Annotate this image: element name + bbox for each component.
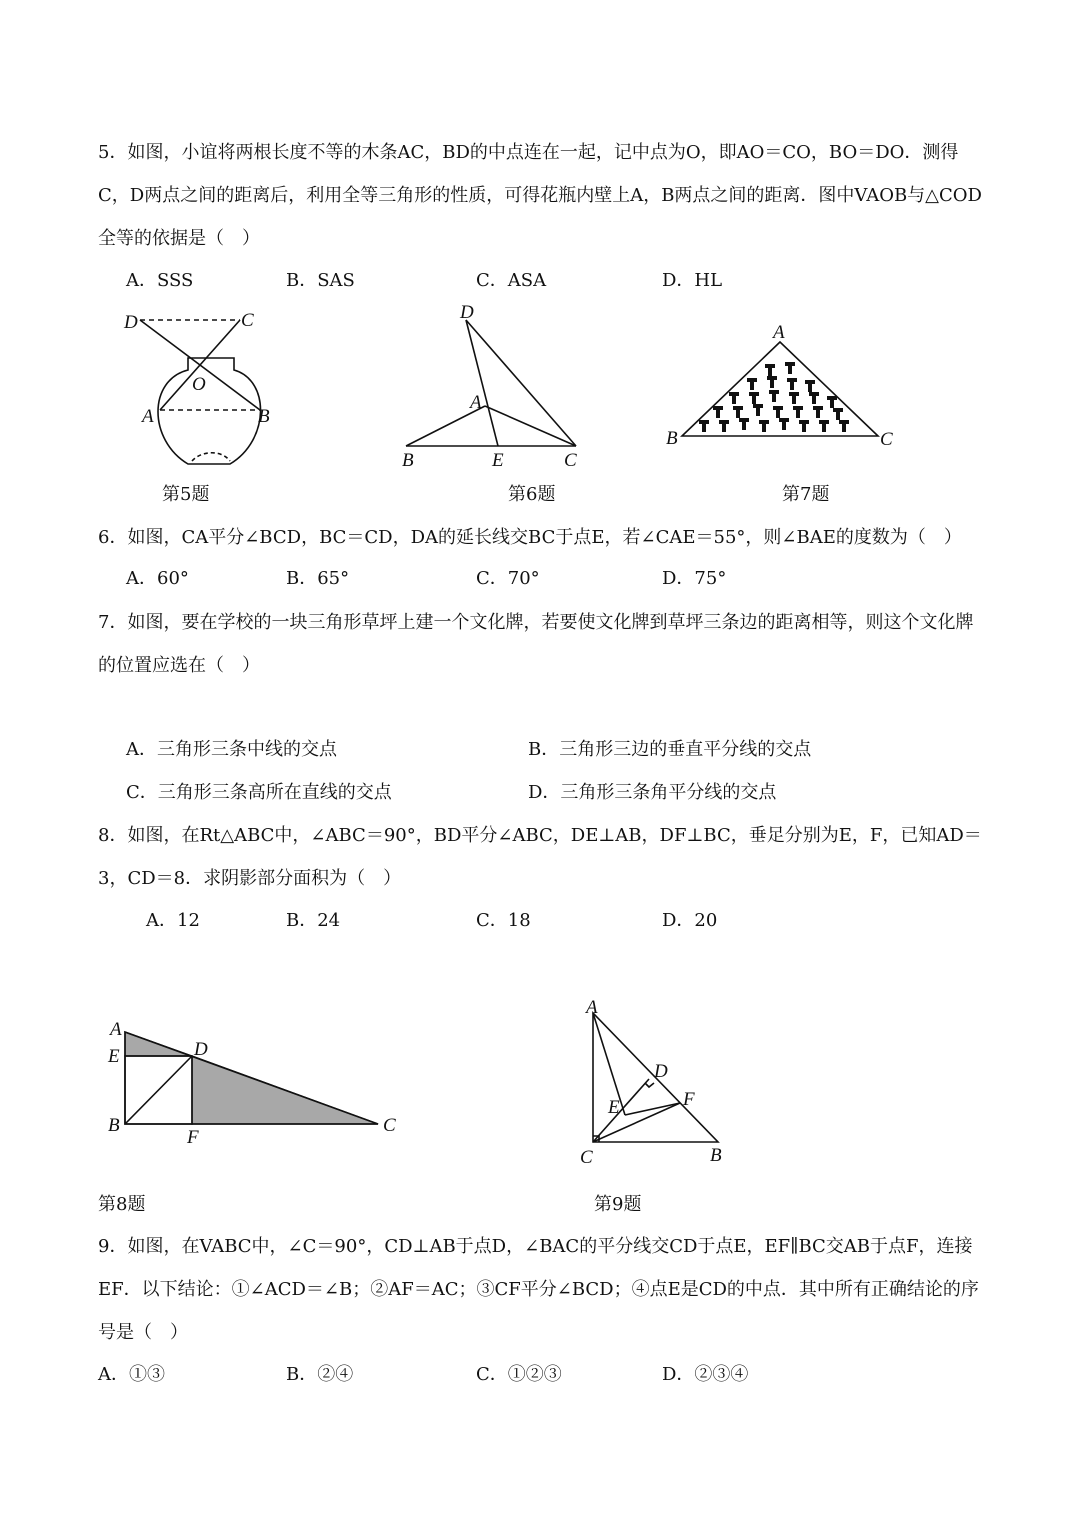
grass-tuft xyxy=(747,378,757,390)
question-8-stem: 8．如图，在Rt△ABC中，∠ABC＝90°，BD平分∠ABC，DE⊥AB，DF⊥BC，垂足分别为E，F，已知AD＝3，CD＝8．求阴影部分面积为（ ） xyxy=(98,825,982,889)
fig7-label-b: B xyxy=(666,428,678,449)
grass-tuft xyxy=(729,392,739,404)
q8-option-a: A．12 xyxy=(146,910,200,931)
segment-cd xyxy=(593,1079,649,1142)
fig8-label-f: F xyxy=(187,1127,199,1148)
fig5-label-b: B xyxy=(258,406,270,427)
grass-tuft xyxy=(805,380,815,392)
grass-tuft xyxy=(785,362,795,374)
grass-tuft xyxy=(773,406,783,418)
right-angle-mark-d xyxy=(645,1083,654,1087)
fig8-label-e: E xyxy=(108,1046,120,1067)
q6-option-a: A．60° xyxy=(126,568,189,589)
q5-option-a: A．SSS xyxy=(126,270,194,291)
grass-tuft xyxy=(753,404,763,416)
figure-7-lawn-triangle-diagram xyxy=(660,318,900,453)
fig5-label-a: A xyxy=(142,406,154,427)
grass-tuft xyxy=(713,406,723,418)
vase-outline xyxy=(158,358,261,464)
grass-tuft xyxy=(767,376,777,388)
grass-tuft xyxy=(699,420,709,432)
segment-ac xyxy=(485,406,576,446)
figure-6-triangle-diagram xyxy=(390,298,600,473)
grass-tuft xyxy=(827,396,837,408)
grass-tuft xyxy=(839,420,849,432)
q6-option-d: D．75° xyxy=(662,568,727,589)
grass-tuft xyxy=(813,406,823,418)
fig9-label-d: D xyxy=(654,1061,668,1082)
fig5-label-c: C xyxy=(241,310,254,331)
q9-option-c: C．①②③ xyxy=(476,1364,562,1385)
question-9-stem: 9．如图，在VABC中，∠C＝90°，CD⊥AB于点D，∠BAC的平分线交CD于点E，EF∥BC交AB于点F，连接EF．以下结论：①∠ACD＝∠B；②AF＝AC；③CF平分∠BCD；④点E是CD的中点．其中所有正确结论的序号是（ ） xyxy=(98,1236,979,1343)
figure-9-triangle-diagram xyxy=(570,995,740,1170)
grass-tuft xyxy=(789,392,799,404)
caption-figure-8: 第8题 xyxy=(98,1194,146,1215)
q6-option-b: B．65° xyxy=(286,568,350,589)
q8-option-b: B．24 xyxy=(286,910,341,931)
fig6-label-a: A xyxy=(470,392,482,413)
q6-option-c: C．70° xyxy=(476,568,540,589)
caption-figure-6: 第6题 xyxy=(508,484,556,505)
q9-option-b: B．②④ xyxy=(286,1364,354,1385)
figure-8-right-triangle-diagram xyxy=(100,1015,410,1155)
grass-tuft xyxy=(819,420,829,432)
segment-ca xyxy=(160,320,240,410)
fig6-label-d: D xyxy=(460,302,474,323)
fig8-label-a: A xyxy=(110,1019,122,1040)
q8-option-d: D．20 xyxy=(662,910,718,931)
grass-tuft xyxy=(765,364,775,376)
fig8-label-b: B xyxy=(108,1115,120,1136)
q5-option-b: B．SAS xyxy=(286,270,355,291)
q5-option-c: C．ASA xyxy=(476,270,547,291)
grass-tuft xyxy=(779,418,789,430)
grass-tuft xyxy=(799,420,809,432)
question-6-stem: 6．如图，CA平分∠BCD，BC＝CD，DA的延长线交BC于点E，若∠CAE＝55°，则∠BAE的度数为（ ） xyxy=(98,527,962,548)
q7-option-b: B．三角形三边的垂直平分线的交点 xyxy=(528,739,812,760)
fig5-label-d: D xyxy=(124,312,138,333)
fig9-label-e: E xyxy=(608,1097,620,1118)
q8-option-c: C．18 xyxy=(476,910,531,931)
figure-5-vase-diagram xyxy=(110,300,300,475)
q7-option-a: A．三角形三条中线的交点 xyxy=(126,739,337,760)
fig9-label-c: C xyxy=(580,1147,593,1168)
grass-tuft xyxy=(759,420,769,432)
fig5-label-o: O xyxy=(192,374,206,395)
question-5-stem: 5．如图，小谊将两根长度不等的木条AC，BD的中点连在一起，记中点为O，即AO＝CO，BO＝DO．测得C，D两点之间的距离后，利用全等三角形的性质，可得花瓶内壁上A，B两点之间的距离．图中VAOB与△COD全等的依据是（ ） xyxy=(98,142,982,249)
fig8-label-c: C xyxy=(383,1115,396,1136)
fig6-label-c: C xyxy=(564,450,577,471)
grass-tuft xyxy=(793,406,803,418)
grass-tuft xyxy=(739,418,749,430)
segment-cf xyxy=(593,1103,680,1142)
fig9-label-b: B xyxy=(710,1145,722,1166)
fig7-label-a: A xyxy=(773,322,785,343)
grass-tuft xyxy=(833,408,843,420)
caption-figure-5: 第5题 xyxy=(162,484,210,505)
caption-figure-9: 第9题 xyxy=(594,1194,642,1215)
fig6-label-e: E xyxy=(492,450,504,471)
fig7-label-c: C xyxy=(880,429,893,450)
grass-pattern xyxy=(699,362,849,432)
question-7-stem: 7．如图，要在学校的一块三角形草坪上建一个文化牌，若要使文化牌到草坪三条边的距离相等，则这个文化牌的位置应选在（ ） xyxy=(98,612,974,676)
grass-tuft xyxy=(719,420,729,432)
caption-figure-7: 第7题 xyxy=(782,484,830,505)
fig9-label-a: A xyxy=(586,997,598,1018)
grass-tuft xyxy=(749,392,759,404)
fig8-label-d: D xyxy=(194,1039,208,1060)
q7-option-c: C．三角形三条高所在直线的交点 xyxy=(126,782,392,803)
fig6-label-b: B xyxy=(402,450,414,471)
q5-option-d: D．HL xyxy=(662,270,723,291)
grass-tuft xyxy=(787,378,797,390)
grass-tuft xyxy=(769,390,779,402)
q9-option-d: D．②③④ xyxy=(662,1364,749,1385)
segment-bd xyxy=(125,1056,192,1124)
q7-option-d: D．三角形三条角平分线的交点 xyxy=(528,782,777,803)
grass-tuft xyxy=(733,406,743,418)
q9-option-a: A．①③ xyxy=(98,1364,165,1385)
fig9-label-f: F xyxy=(683,1089,695,1110)
segment-ef xyxy=(625,1103,680,1115)
grass-tuft xyxy=(809,392,819,404)
